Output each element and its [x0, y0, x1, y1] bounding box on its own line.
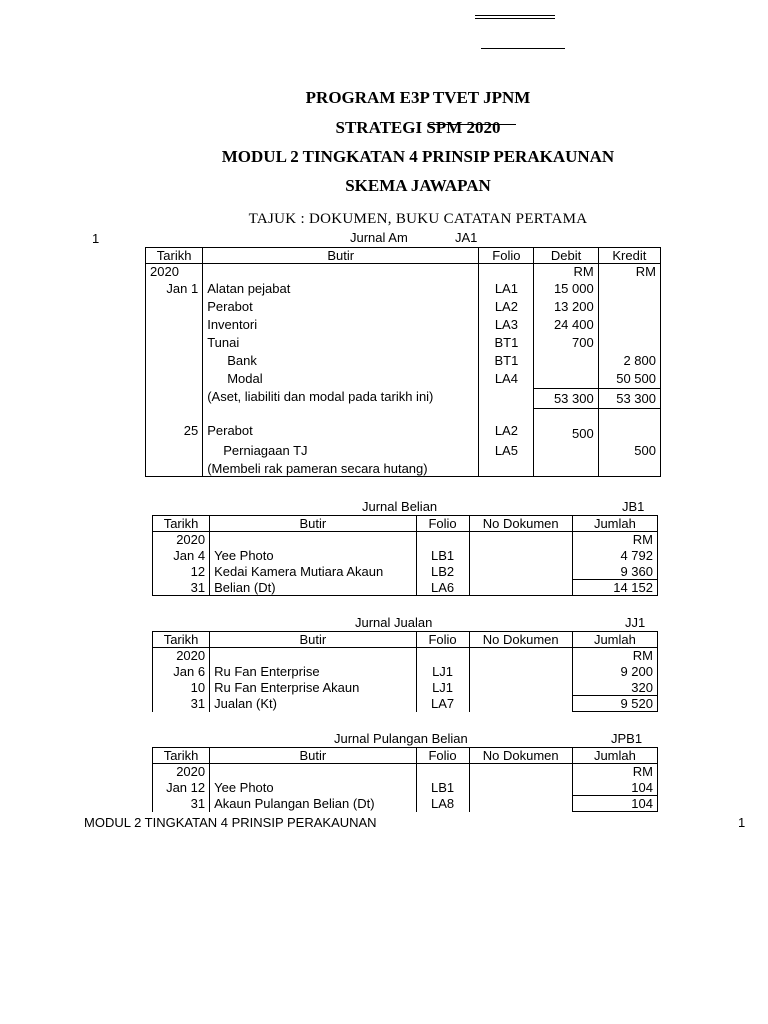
jpb-header-row: Tarikh Butir Folio No Dokumen Jumlah [153, 748, 658, 764]
ja-title: Jurnal Am [350, 230, 408, 245]
col-tarikh: Tarikh [146, 248, 203, 264]
table-row: Bank BT1 2 800 [146, 353, 661, 371]
ja-code: JA1 [455, 230, 478, 245]
question-number: 1 [92, 231, 100, 246]
ja-rm-kredit: RM [635, 264, 656, 279]
table-row: Perabot LA2 13 200 [146, 299, 661, 317]
heading-strategi: STRATEGI SPM 2020 [335, 118, 501, 137]
heading-program: PROGRAM E3P TVET JPNM [305, 88, 531, 107]
strikethrough-mark [428, 124, 516, 125]
table-row: 12 Kedai Kamera Mutiara Akaun LB2 9 360 [153, 564, 658, 580]
top-rule-3 [481, 48, 565, 49]
heading-skema: SKEMA JAWAPAN [345, 176, 491, 195]
jpb-title: Jurnal Pulangan Belian [334, 731, 468, 746]
jurnal-pulangan-belian-table [152, 747, 658, 812]
table-row: Tunai BT1 700 [146, 335, 661, 353]
jpb-code: JPB1 [611, 731, 643, 746]
table-row: Jan 12 Yee Photo LB1 104 [153, 780, 658, 796]
ja-year: 2020 [150, 264, 179, 279]
topic-title: TAJUK : DOKUMEN, BUKU CATATAN PERTAMA [248, 211, 588, 227]
table-row: 25 Perabot LA2 500 [146, 423, 661, 443]
footer-text: MODUL 2 TINGKATAN 4 PRINSIP PERAKAUNAN [84, 815, 377, 830]
jurnal-am-table [145, 247, 661, 477]
ja-total-row [146, 389, 661, 409]
col-folio: Folio [479, 248, 534, 264]
table-row: 2020 RM [153, 532, 658, 548]
table-row: Jan 4 Yee Photo LB1 4 792 [153, 548, 658, 564]
col-debit: Debit [534, 248, 598, 264]
col-kredit: Kredit [598, 248, 660, 264]
ja-narration-1: (Aset, liabiliti dan modal pada tarikh ini) [203, 389, 479, 409]
table-row: 2020 RM [153, 648, 658, 664]
ja-rm-debit: RM [534, 264, 598, 281]
jurnal-jualan-table [152, 631, 658, 712]
table-row: Perniagaan TJ LA5 500 [146, 443, 661, 461]
table-row: 31 Jualan (Kt) LA7 9 520 [153, 696, 658, 712]
top-rule-2 [475, 18, 555, 19]
table-row: Jan 1 Alatan pejabat LA1 15 000 [146, 281, 661, 299]
jb-title: Jurnal Belian [362, 499, 438, 514]
table-row: 31 Belian (Dt) LA6 14 152 [153, 580, 658, 596]
table-row: Inventori LA3 24 400 [146, 317, 661, 335]
table-row: Jan 6 Ru Fan Enterprise LJ1 9 200 [153, 664, 658, 680]
table-row: Modal LA4 50 500 [146, 371, 661, 389]
ja-header-row [146, 248, 661, 264]
jb-header-row: Tarikh Butir Folio No Dokumen Jumlah [153, 516, 658, 532]
top-rule-1 [475, 15, 555, 16]
ja-narration-2: (Membeli rak pameran secara hutang) [203, 461, 479, 477]
ja-total-debit: 53 300 [534, 389, 598, 409]
col-butir: Butir [203, 248, 479, 264]
jb-code: JB1 [622, 499, 645, 514]
table-row: 31 Akaun Pulangan Belian (Dt) LA8 104 [153, 796, 658, 812]
ja-narration-row [146, 461, 661, 477]
page-number: 1 [738, 815, 746, 830]
table-row: 2020 RM [153, 764, 658, 780]
table-row [146, 264, 661, 281]
table-row: 10 Ru Fan Enterprise Akaun LJ1 320 [153, 680, 658, 696]
heading-modul: MODUL 2 TINGKATAN 4 PRINSIP PERAKAUNAN [221, 147, 615, 166]
jurnal-belian-table [152, 515, 658, 596]
jj-title: Jurnal Jualan [355, 615, 433, 630]
jj-header-row: Tarikh Butir Folio No Dokumen Jumlah [153, 632, 658, 648]
ja-total-credit: 53 300 [598, 389, 660, 409]
jj-code: JJ1 [625, 615, 646, 630]
